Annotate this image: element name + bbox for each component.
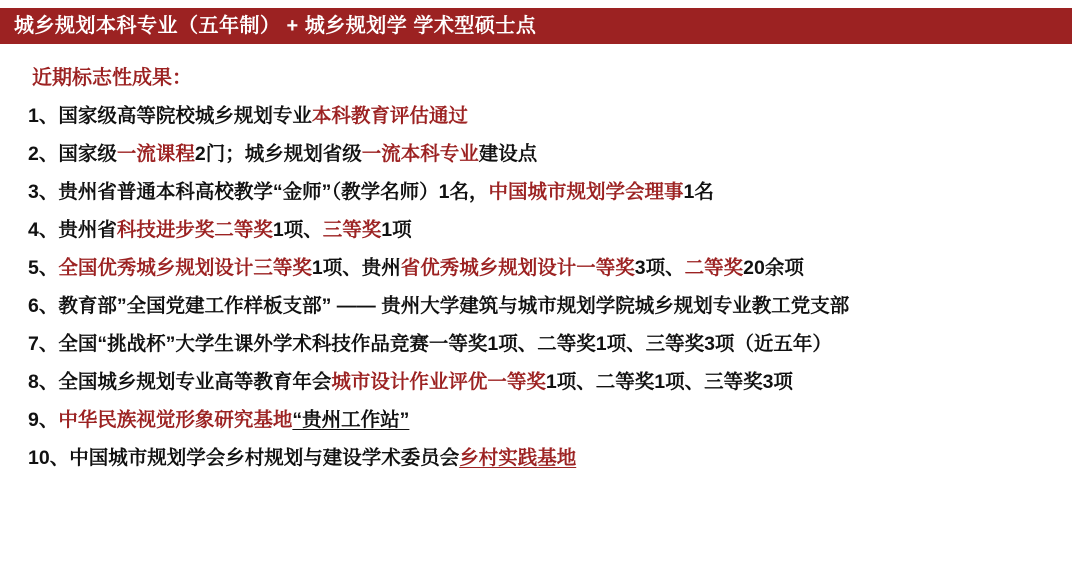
list-item-text-segment: 中国城市规划学会理事 xyxy=(488,180,684,203)
list-item xyxy=(28,408,1062,433)
list-item-text-segment: 中华民族视觉形象研究基地 xyxy=(58,408,293,431)
list-item-text-segment: 1项、贵州 xyxy=(311,256,401,279)
list-item-number: 1、 xyxy=(28,105,59,127)
list-item-text-segment: 1项、二等奖1项、三等奖3项（近五年） xyxy=(487,332,832,355)
list-item-text-segment: 乡村实践基地 xyxy=(459,446,577,469)
list-item xyxy=(28,218,1062,243)
list-item-text-segment: 全国“挑战杯”大学生课外学术科技作品竞赛 xyxy=(58,332,429,355)
list-item-text-segment: 二等奖 xyxy=(684,256,744,279)
list-item-text-segment: 教育部”全国党建工作样板支部” —— 贵州大学建筑与城市规划学院城乡规划专业教工党支部 xyxy=(58,294,850,317)
list-item-text-segment: 三等奖 xyxy=(322,218,382,241)
list-item-number: 8、 xyxy=(28,370,59,393)
list-item-text-segment: 1项 xyxy=(381,218,412,241)
list-item xyxy=(28,180,1062,205)
list-item xyxy=(28,256,1062,281)
list-item-text-segment: 20余项 xyxy=(743,256,804,279)
list-item-text-segment: 省优秀城乡规划设计一等奖 xyxy=(400,256,635,279)
page-title: 城乡规划本科专业（五年制） + 城乡规划学 学术型硕士点 xyxy=(14,15,537,37)
section-subheading: 近期标志性成果： xyxy=(32,67,192,89)
slide-title-bar xyxy=(0,8,1072,44)
list-item-text-segment: 一流课程 xyxy=(116,142,195,165)
list-item-text-segment: “贵州工作站” xyxy=(292,408,410,431)
list-item-text-segment: 城市设计作业评优一等奖 xyxy=(331,370,546,393)
list-item-number: 10、 xyxy=(28,446,70,469)
achievement-list xyxy=(28,104,1062,471)
list-item xyxy=(28,446,1062,471)
list-item xyxy=(28,104,1062,129)
list-item-text-segment: 本科教育评估通过 xyxy=(311,105,468,127)
list-item xyxy=(28,332,1062,357)
list-item-text-segment: 1项、二等奖1项、三等奖3项 xyxy=(545,370,793,393)
list-item-text-segment: 3项、 xyxy=(634,256,685,279)
list-item-text-segment: 贵州省 xyxy=(58,218,117,241)
list-item-text-segment: 2门；城乡规划省级 xyxy=(194,142,362,165)
list-item-text-segment: 全国优秀城乡规划设计三等奖 xyxy=(58,256,312,279)
list-item xyxy=(28,370,1062,395)
list-item-text-segment: 中国城市规划学会乡村规划与建设学术委员会 xyxy=(69,446,460,469)
list-item-text-segment: 建设点 xyxy=(478,142,538,165)
list-item-text-segment: 贵州省普通本科高校教学“金师”（教学名师）1名， xyxy=(58,180,489,203)
list-item-number: 9、 xyxy=(28,408,59,431)
list-item-number: 5、 xyxy=(28,256,59,279)
list-item-number: 6、 xyxy=(28,294,59,317)
list-item-number: 3、 xyxy=(28,180,59,203)
list-item-text-segment: 国家级 xyxy=(58,142,117,165)
list-item-text-segment: 一流本科专业 xyxy=(361,142,479,165)
list-item-text-segment: 科技进步奖二等奖 xyxy=(116,218,273,241)
list-item xyxy=(28,142,1062,167)
list-item-text-segment: 一等奖 xyxy=(428,332,488,355)
list-item-number: 2、 xyxy=(28,142,59,165)
list-item-number: 7、 xyxy=(28,332,59,355)
list-item xyxy=(28,294,1062,319)
list-item-text-segment: 国家级高等院校城乡规划专业 xyxy=(58,105,312,127)
list-item-number: 4、 xyxy=(28,218,59,241)
slide-body xyxy=(0,52,1080,552)
list-item-text-segment: 1名 xyxy=(683,180,714,203)
list-item-text-segment: 全国城乡规划专业高等教育年会 xyxy=(58,370,332,393)
list-item-text-segment: 1项、 xyxy=(272,218,323,241)
